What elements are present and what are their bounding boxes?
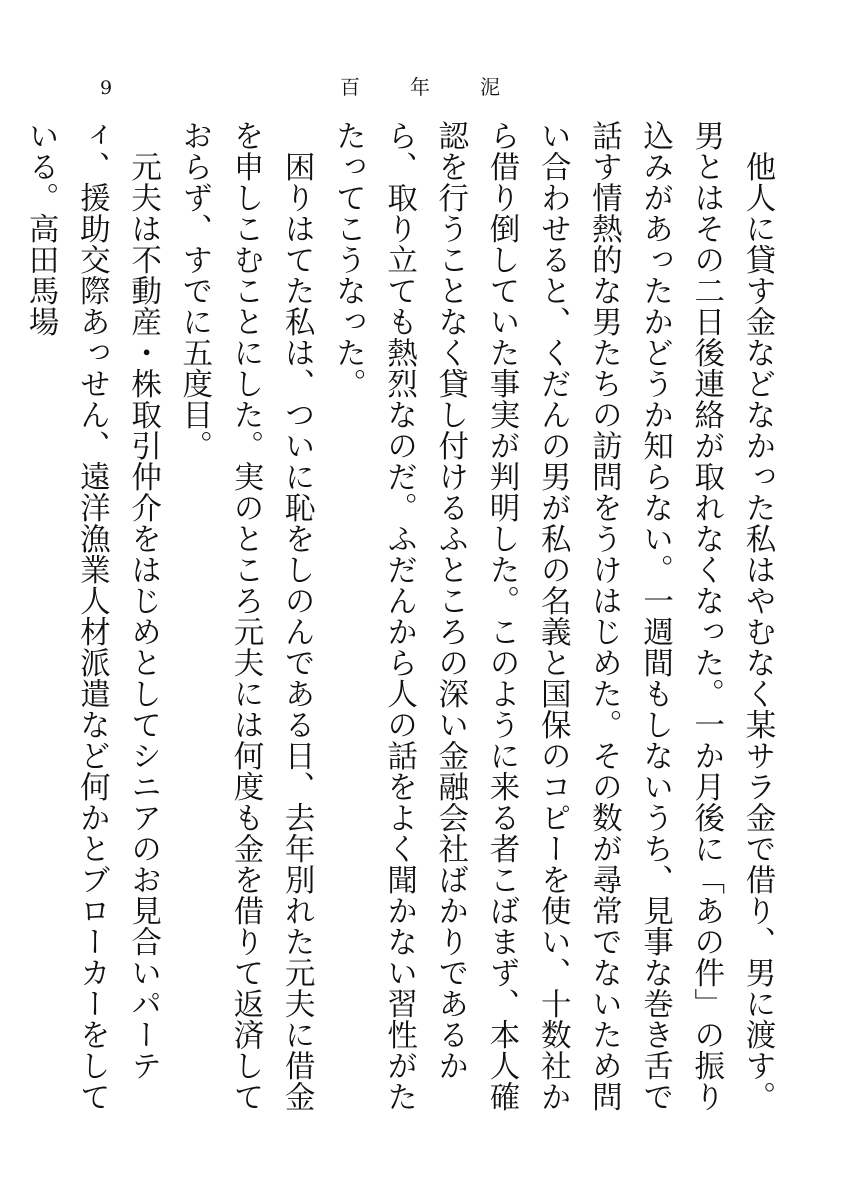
page-number: 9 [100, 77, 113, 99]
running-header-char: 年 [410, 75, 430, 99]
paragraph: 困りはてた私は、ついに恥をしのんである日、去年別れた元夫に借金を申しこむことにした。実のところ元夫には何度も金を借りて返済しておらず、すでに五度目。 [176, 120, 315, 1112]
paragraph: 他人に貸す金などなかった私はやむなく某サラ金で借り、男に渡す。男とはその二日後連絡が取れなくなった。一か月後に「あの件」の振り込みがあったかどうか知らない。一週間もしないうち、見事な巻き舌で話す情熱的な男たちの訪問をうけはじめた。その数が尋常でないため問い合わせると、くだんの男が私の名義と国保のコピーを使い、十数社から借り倒していた事実が判明した。このように来る者こばまず、本人確認を行うことなく貸し付けるふところの深い金融会社ばかりであるから、取り立ても熱烈なのだ。ふだんから人の話をよく聞かない習性がたたってこうなった。 [330, 120, 775, 1112]
running-header-char: 泥 [480, 75, 500, 99]
vertical-body-text [23, 120, 783, 1130]
paragraph: 元夫は不動産・株取引仲介をはじめとしてシニアのお見合いパーティ、援助交際あっせん、遠洋漁業人材派遣など何かとブローカーをしている。高田馬場 [23, 120, 161, 1112]
running-header-title [340, 74, 500, 100]
running-header-char: 百 [340, 75, 360, 99]
